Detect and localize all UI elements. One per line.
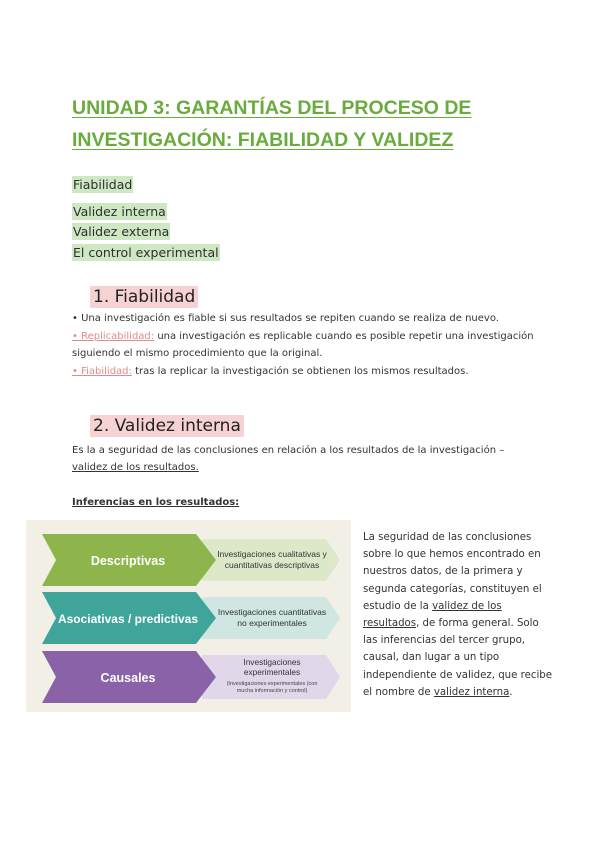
toc-item-validez-externa[interactable]: Validez externa [73, 224, 170, 239]
inference-diagram-svg [26, 520, 351, 712]
diagram-label: Causales [100, 671, 156, 685]
diagram-label: Asociativas / predictivas [57, 612, 199, 626]
document-title: UNIDAD 3: GARANTÍAS DEL PROCESO DE INVESTIGACIÓN: FIABILIDAD Y VALIDEZ [72, 97, 472, 151]
fiabilidad-term: • Fiabilidad: [72, 366, 132, 377]
diagram-desc-line: Investigaciones [243, 657, 301, 667]
toc-item-validez-interna[interactable]: Validez interna [73, 204, 166, 219]
diagram-desc-line: Investigaciones cualitativas y [217, 549, 327, 559]
inferencias-subheading: Inferencias en los resultados: [72, 497, 240, 508]
toc-item-fiabilidad[interactable]: Fiabilidad [73, 177, 133, 192]
replicabilidad-term: • Replicabilidad: [72, 331, 155, 342]
inference-diagram [26, 520, 351, 712]
diagram-desc-line: cuantitativas descriptivas [224, 560, 320, 570]
validez-definition-cont: validez de los resultados. [72, 462, 199, 473]
diagram-row-asociativas [42, 592, 340, 644]
validez-definition: Es la a seguridad de las conclusiones en relación a los resultados de la investigación – [72, 445, 505, 456]
diagram-desc-line: Investigaciones cuantitativas [217, 607, 327, 617]
diagram-desc-line: experimentales [243, 667, 301, 677]
section-heading-fiabilidad: 1. Fiabilidad [90, 287, 198, 307]
fiabilidad-definition: • Una investigación es fiable si sus resultados se repiten cuando se realiza de nuevo. [72, 313, 499, 324]
diagram-label: Descriptivas [90, 554, 166, 568]
diagram-row-descriptivas [42, 534, 340, 586]
validez-interna-term: validez interna [433, 686, 510, 698]
diagram-row-causales [42, 651, 340, 703]
validez-resultados-term: validez de los resultados [363, 600, 502, 630]
diagram-desc-line: no experimentales [237, 618, 307, 628]
diagram-desc-small: mucha información y control) [236, 688, 308, 694]
side-explanation: La seguridad de las conclusiones sobre lo que hemos encontrado en nuestros datos, de la primera y segunda categorías, constituyen el estudio de la validez de los resultados, de forma general. Solo las inferencias del tercer grupo, causal, dan lugar a un tipo independiente de validez, que recibe el nombre de validez interna. [363, 532, 553, 698]
replicabilidad-continuation: siguiendo el mismo procedimiento que la original. [72, 348, 323, 359]
toc-item-control-experimental[interactable]: El control experimental [73, 245, 219, 260]
fiabilidad-line: • Fiabilidad: tras la replicar la investigación se obtienen los mismos resultados. [72, 366, 469, 377]
section-heading-validez-interna: 2. Validez interna [90, 416, 244, 436]
replicabilidad-line: • Replicabilidad: una investigación es replicable cuando es posible repetir una investigación [72, 331, 534, 342]
diagram-desc-small: (Investigaciones experimentales (con [226, 681, 318, 687]
